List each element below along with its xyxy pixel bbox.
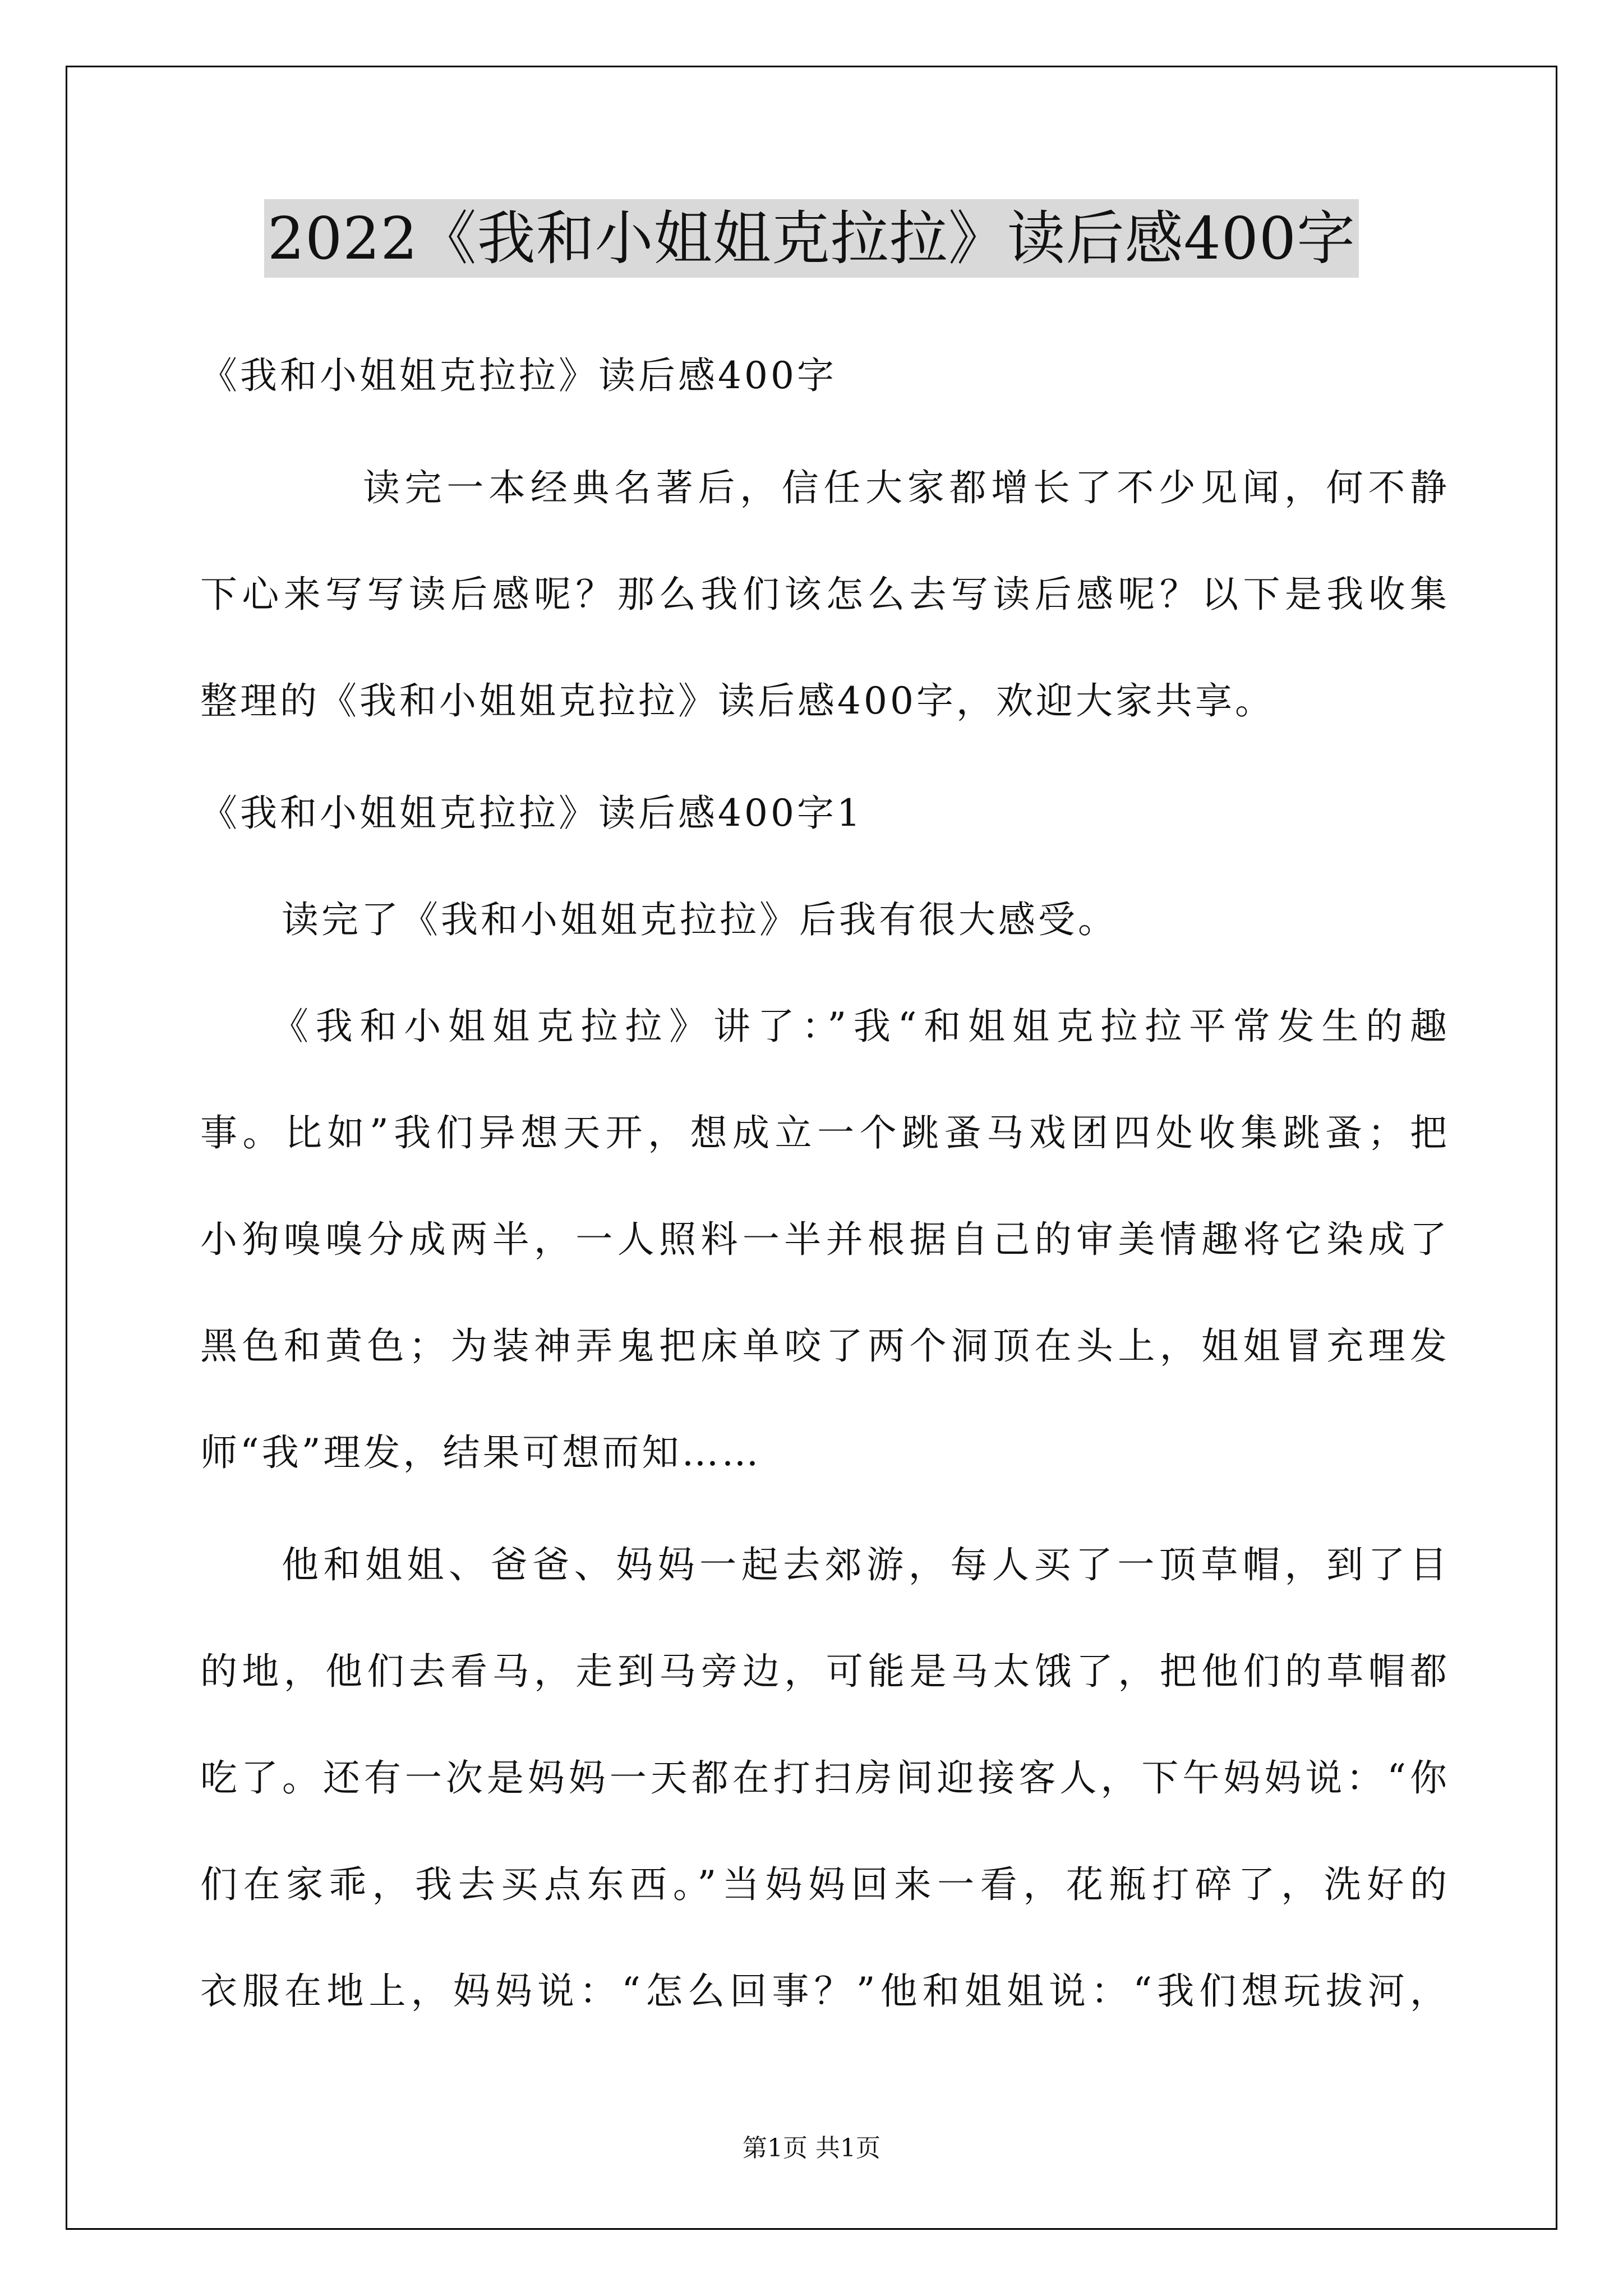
page-footer: 第1页 共1页 — [743, 2134, 880, 2162]
para2-line-5: 师“我”理发，结果可想而知…… — [200, 1431, 762, 1474]
title-container — [0, 199, 1623, 278]
intro-line-2: 下心来写写读后感呢？那么我们该怎么去写读后感呢？以下是我收集 — [200, 573, 1450, 616]
intro-line-3: 整理的《我和小姐姐克拉拉》读后感400字，欢迎大家共享。 — [200, 679, 1275, 723]
subheading: 《我和小姐姐克拉拉》读后感400字 — [200, 354, 837, 397]
para3-line-4: 们在家乖，我去买点东西。”当妈妈回来一看，花瓶打碎了，洗好的 — [200, 1863, 1450, 1906]
para3-line-2: 的地，他们去看马，走到马旁边，可能是马太饿了，把他们的草帽都 — [200, 1650, 1450, 1693]
para2-line-1: 《我和小姐姐克拉拉》讲了：”我“和姐姐克拉拉平常发生的趣 — [271, 1005, 1450, 1048]
para3-line-3: 吃了。还有一次是妈妈一天都在打扫房间迎接客人，下午妈妈说：“你 — [200, 1756, 1450, 1800]
section-heading: 《我和小姐姐克拉拉》读后感400字1 — [200, 792, 863, 835]
para2-line-4: 黑色和黄色；为装神弄鬼把床单咬了两个洞顶在头上，姐姐冒充理发 — [200, 1324, 1450, 1368]
document-title: 2022《我和小姐姐克拉拉》读后感400字 — [264, 199, 1359, 278]
para2-line-2: 事。比如”我们异想天开，想成立一个跳蚤马戏团四处收集跳蚤；把 — [200, 1111, 1450, 1154]
para3-line-1: 他和姐姐、爸爸、妈妈一起去郊游，每人买了一顶草帽，到了目 — [282, 1543, 1450, 1586]
para3-line-5: 衣服在地上，妈妈说：“怎么回事？”他和姐姐说：“我们想玩拔河， — [200, 1970, 1450, 2013]
para2-line-3: 小狗嗅嗅分成两半，一人照料一半并根据自己的审美情趣将它染成了 — [200, 1218, 1450, 1261]
para1-line-1: 读完了《我和小姐姐克拉拉》后我有很大感受。 — [282, 898, 1118, 941]
intro-line-1: 读完一本经典名著后，信任大家都增长了不少见闻，何不静 — [363, 466, 1450, 509]
